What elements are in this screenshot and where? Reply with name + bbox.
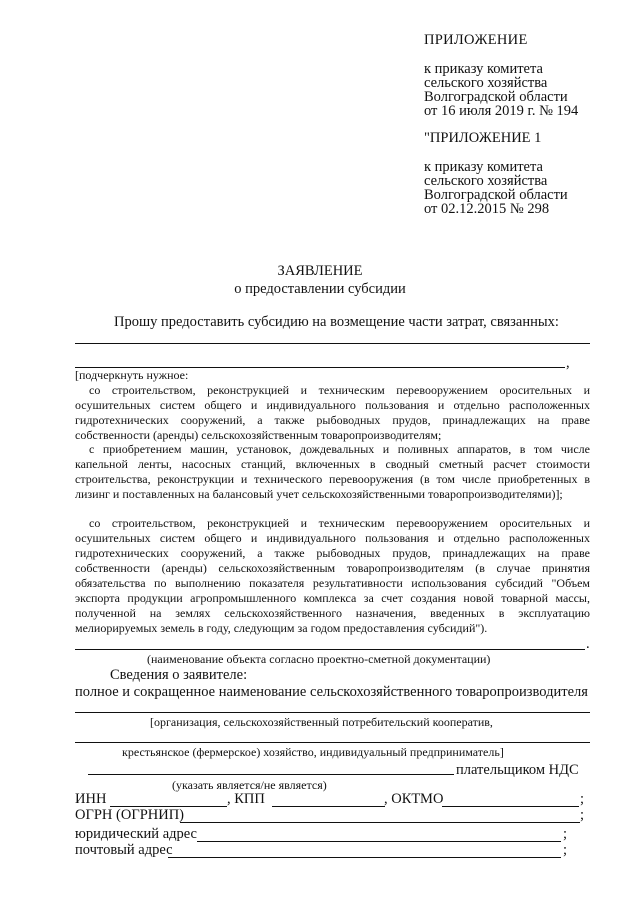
vat-caption: (указать является/не является) [172,778,327,792]
org-type-caption-1: [организация, сельскохозяйственный потребительский кооператив, [150,715,493,729]
order-line-3: Волгоградской области [424,89,568,105]
vat-line [88,774,454,775]
semicolon-mark: ; [563,826,568,842]
object-name-line [75,649,585,650]
oktmo-field [442,806,579,807]
option-item-2: с приобретением машин, установок, дождевальных и поливных аппаратов, в том числе капельной ленты, насосных станций, включенных в сводный сметный расчет стоимости строительства, реконструкции и технического перевооружения (в том числе приобретенных в лизинг и поставленных на балансовый учет сельскохозяйственными товаропроизводителями)]; [75,442,590,501]
order-line-1: к приказу комитета [424,61,543,77]
order1-line-4: от 02.12.2015 № 298 [424,201,550,217]
request-line: Прошу предоставить субсидию на возмещение части затрат, связанных: [114,314,559,330]
kpp-field [272,806,385,807]
option-item-1: со строительством, реконструкцией и техническим перевооружением оросительных и осушительных систем общего и индивидуального пользования и отдельно расположенных гидротехнических сооружений, а также рыбоводных прудов, принадлежащих на праве собственности (аренды) сельскохозяйственным товаропроизводителям; [75,383,590,442]
applicant-name-line [75,712,590,713]
order1-line-3: Волгоградской области [424,187,568,203]
appendix1-title: "ПРИЛОЖЕНИЕ 1 [424,130,542,146]
applicant-heading: Сведения о заявителе: [110,667,248,683]
inn-label: ИНН [75,791,107,807]
order1-line-2: сельского хозяйства [424,173,548,189]
semicolon-mark: ; [563,842,568,858]
ogrn-label: ОГРН (ОГРНИП) [75,807,185,823]
order1-line-1: к приказу комитета [424,159,543,175]
postal-address-label: почтовый адрес [75,842,173,858]
object-caption: (наименование объекта согласно проектно-сметной документации) [147,652,491,666]
period-mark: . [586,636,590,652]
legal-address-field [197,841,561,842]
org-type-line [75,742,590,743]
document-subtitle: о предоставлении субсидии [234,281,406,297]
postal-address-field [168,857,561,858]
appendix-title: ПРИЛОЖЕНИЕ [424,32,528,48]
applicant-name-label: полное и сокращенное наименование сельскохозяйственного товаропроизводителя [75,684,588,700]
kpp-label: , КПП [227,791,265,807]
order-line-2: сельского хозяйства [424,75,548,91]
blank-line [75,343,590,344]
oktmo-label: , ОКТМО [384,791,444,807]
document-title: ЗАЯВЛЕНИЕ [277,263,363,279]
ogrn-field [180,822,580,823]
options-intro: [подчеркнуть нужное: [75,368,189,382]
legal-address-label: юридический адрес [75,826,197,842]
order-line-4: от 16 июля 2019 г. № 194 [424,103,579,119]
semicolon-mark: ; [580,807,585,823]
semicolon-mark: ; [580,791,585,807]
comma-mark: , [566,355,570,371]
vat-label: плательщиком НДС [456,762,579,778]
option-item-3: со строительством, реконструкцией и техническим перевооружением оросительных и осушительных систем общего и индивидуального пользования и отдельно расположенных гидротехнических сооружений, а также рыбоводных прудов, принадлежащих на праве собственности (аренды) сельскохозяйственным товаропроизводителям (в случае принятия обязательства по выполнению показателя результативности использования субсидий "Объем экспорта продукции агропромышленного комплекса за счет создания новой товарной массы, полученной на землях сельскохозяйственного назначения, введенных в эксплуатацию мелиорируемых земель в году, следующим за годом предоставления субсидий"). [75,516,590,635]
org-type-caption-2: крестьянское (фермерское) хозяйство, индивидуальный предприниматель] [122,745,504,759]
